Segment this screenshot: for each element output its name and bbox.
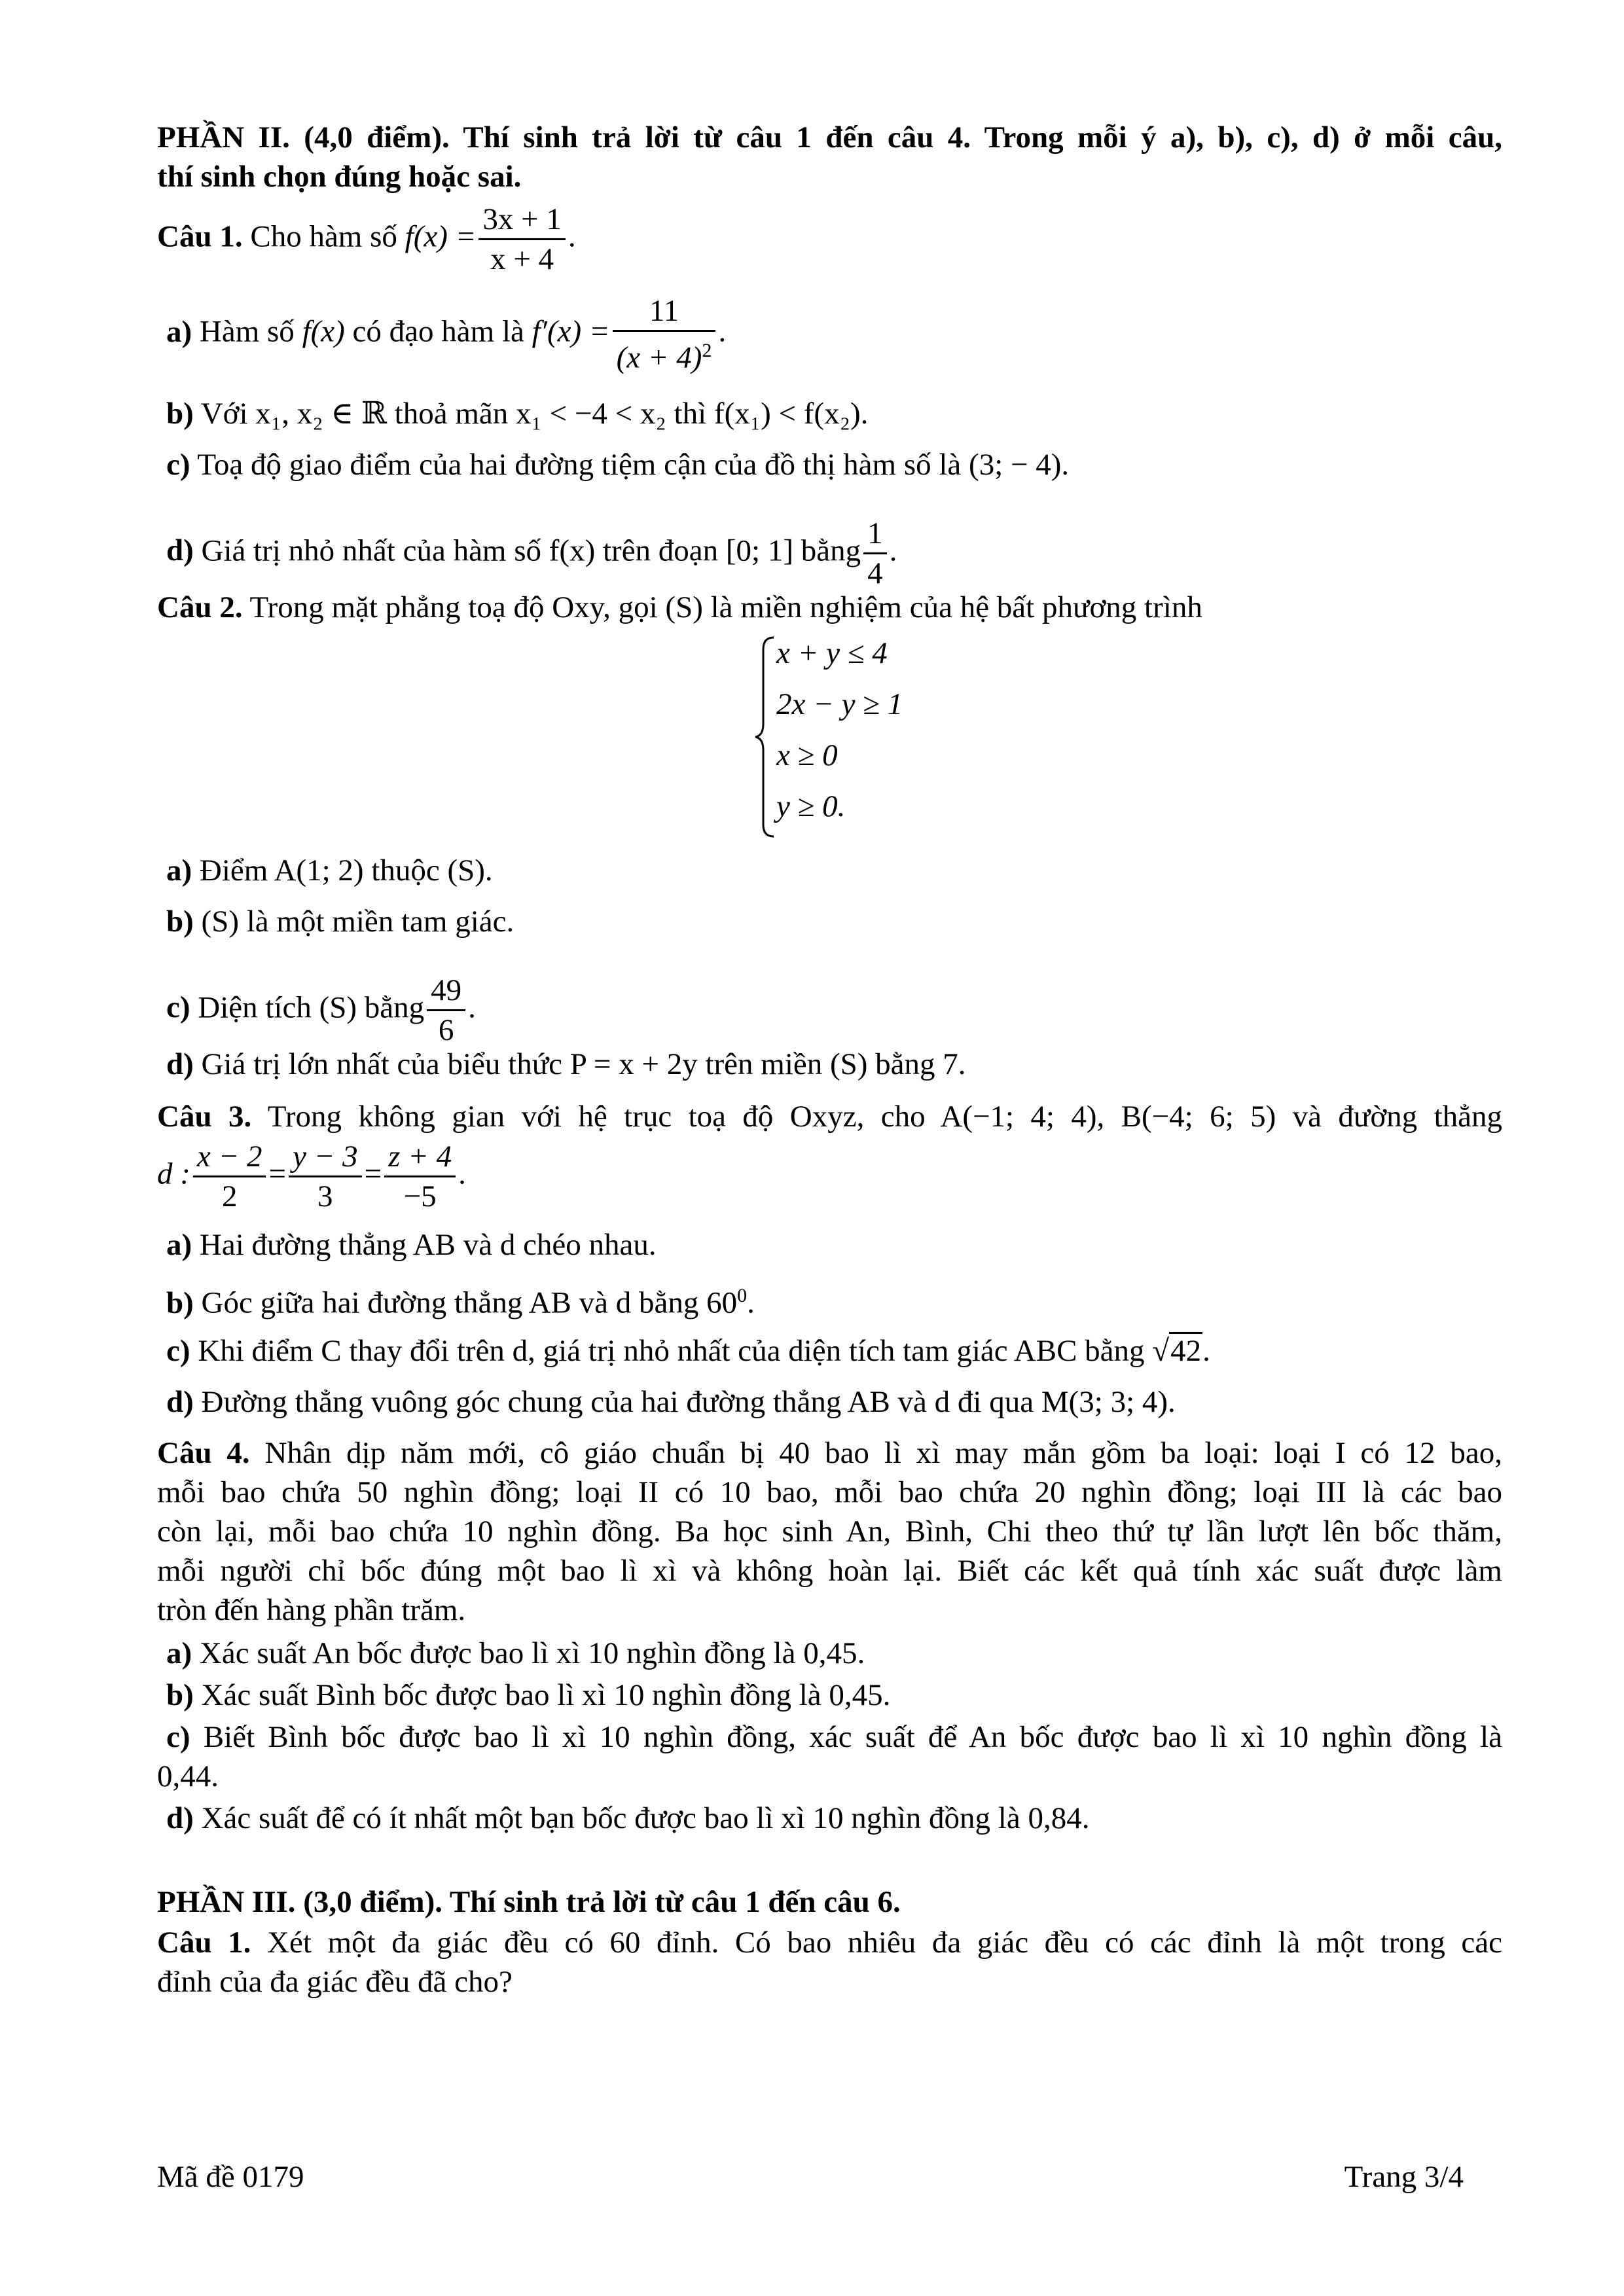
q1-a-label: a) (166, 314, 192, 349)
part2-header-line2: thí sinh chọn đúng hoặc sai. (157, 160, 522, 194)
q3-c-sqrt: √42 (1152, 1331, 1202, 1371)
q3-line-equation: d : $\frac{x - 2}{2}$ = $\frac{y - 3}{3}$ = $\frac{z + 4}{-5}$ . (157, 1138, 1502, 1215)
q4-b-text: Xác suất Bình bốc được bao lì xì 10 nghìn đồng là 0,45. (201, 1678, 891, 1712)
q3-c-sqrt-radicand: 42 (1169, 1332, 1202, 1368)
q4-line1-text: Nhân dịp năm mới, cô giáo chuẩn bị 40 bao lì xì may mắn gồm ba loại: loại I có 12 bao, (264, 1436, 1502, 1470)
q3-c-text: Khi điểm C thay đổi trên d, giá trị nhỏ nhất của diện tích tam giác ABC bằng (198, 1334, 1145, 1368)
q4-line3: còn lại, mỗi bao chứa 10 nghìn đồng. Ba học sinh An, Bình, Chi theo thứ tự lần lượt lên bốc thăm, (157, 1515, 1502, 1549)
part3-header: PHẦN III. (3,0 điểm). Thí sinh trả lời từ câu 1 đến câu 6. (157, 1885, 901, 1919)
q3-d-label: d) (166, 1385, 194, 1419)
q1-option-d: d) Giá trị nhỏ nhất của hàm số f(x) trên đoạn [0; 1] bằng $\frac{1}{4}$ . (157, 514, 1502, 592)
q4-line5: tròn đến hàng phần trăm. (157, 1593, 466, 1627)
system-row-1: x + y ≤ 4 (776, 636, 888, 670)
q4-a-text: Xác suất An bốc được bao lì xì 10 nghìn đồng là 0,45. (199, 1636, 865, 1670)
q1-d-label: d) (166, 533, 194, 568)
q4-line1 (157, 1433, 1502, 1473)
q4-option-c (157, 1717, 1502, 1757)
q3-option-d (157, 1382, 1502, 1422)
q1-option-c (157, 445, 1502, 484)
page-number: Trang 3/4 (1344, 2160, 1464, 2194)
q3-label: Câu 3. (157, 1100, 252, 1134)
q1-a-den-exp: 2 (702, 340, 712, 361)
q2-option-d (157, 1045, 1502, 1084)
q4-a-label: a) (166, 1636, 192, 1670)
q3-f2-den: 3 (317, 1179, 333, 1213)
q3-stem-text: Trong không gian với hệ trục toạ độ Oxyz, cho A(−1; 4; 4), B(−4; 6; 5) và đường thẳng (267, 1100, 1502, 1134)
q1-a-fraction-num: 11 (613, 292, 716, 332)
q1-option-b (157, 394, 1502, 433)
p3-q1-line1 (157, 1923, 1502, 1962)
q1-a-fraction-den (613, 332, 716, 377)
q3-b-degree: 0 (737, 1285, 748, 1306)
q4-b-label: b) (166, 1678, 194, 1712)
q3-stem (157, 1097, 1502, 1136)
q2-b-label: b) (166, 905, 194, 939)
q1-stem-text: Cho hàm số (250, 219, 397, 254)
q1-b-label: b) (166, 397, 194, 431)
q1-func: f(x) = (405, 219, 477, 254)
q3-c-label: c) (166, 1334, 190, 1368)
q4-line4: mỗi người chỉ bốc đúng một bao lì xì và không hoàn lại. Biết các kết quả tính xác suất được làm (157, 1554, 1502, 1588)
q1-a-text: Hàm số (199, 314, 295, 349)
q3-fraction-1 (193, 1138, 266, 1215)
system-row-4: y ≥ 0. (776, 789, 846, 823)
q1-d-text: Giá trị nhỏ nhất của hàm số f(x) trên đoạn [0; 1] bằng (201, 533, 861, 568)
q1-fraction (478, 200, 566, 278)
q2-option-b (157, 902, 1502, 941)
q4-label: Câu 4. (157, 1436, 250, 1470)
q1-a-fprime: f′(x) = (532, 314, 610, 349)
q2-a-label: a) (166, 853, 192, 888)
p3-q1-label: Câu 1. (157, 1926, 251, 1960)
q2-c-fraction (427, 971, 465, 1049)
p3-q1-line2: đỉnh của đa giác đều đã cho? (157, 1965, 513, 1999)
q3-f1-den: 2 (221, 1179, 238, 1213)
q3-d-text: Đường thẳng vuông góc chung của hai đường thẳng AB và d đi qua M(3; 3; 4). (201, 1385, 1176, 1419)
q1-c-text: Toạ độ giao điểm của hai đường tiệm cận của đồ thị hàm số là (3; − 4). (197, 448, 1070, 482)
q2-c-label: c) (166, 990, 190, 1025)
q2-stem (157, 588, 1502, 627)
q4-option-d (157, 1799, 1502, 1838)
q1-stem: Câu 1. Cho hàm số f(x) = $\frac{3x + 1}{x + 4}$ . (157, 200, 1502, 278)
q1-option-a: a) Hàm số f(x) có đạo hàm là f′(x) = $\frac{11}{(x + 4)^2}$ . (157, 292, 1502, 377)
q3-option-a (157, 1225, 1502, 1265)
q1-c-label: c) (166, 448, 190, 482)
q2-c-fraction-den: 6 (438, 1013, 454, 1047)
q2-b-text: (S) là một miền tam giác. (201, 905, 514, 939)
q2-option-a (157, 851, 1502, 890)
q3-fraction-2 (289, 1138, 362, 1215)
q1-fraction-num: 3x + 1 (478, 200, 566, 240)
q1-a-fx: f(x) (302, 314, 345, 349)
exam-code: Mã đề 0179 (157, 2160, 304, 2194)
q3-f3-den: −5 (403, 1179, 437, 1213)
q3-f1-num: x − 2 (193, 1138, 266, 1177)
q4-option-b (157, 1676, 1502, 1715)
q3-f3-num: z + 4 (384, 1138, 456, 1177)
q2-a-text: Điểm A(1; 2) thuộc (S). (199, 853, 493, 888)
q3-option-b: b) Góc giữa hai đường thẳng AB và d bằng $60^0$. (166, 1285, 755, 1320)
q4-d-label: d) (166, 1801, 194, 1835)
q4-c-text: Biết Bình bốc được bao lì xì 10 nghìn đồng, xác suất để An bốc được bao lì xì 10 nghìn đồng là (203, 1720, 1503, 1754)
q2-inequality-system (751, 634, 987, 840)
q1-d-fraction-num: 1 (863, 514, 887, 554)
brace-icon (751, 634, 778, 840)
q4-option-a (157, 1634, 1502, 1673)
q4-line2: mỗi bao chứa 50 nghìn đồng; loại II có 10 bao, mỗi bao chứa 20 nghìn đồng; loại III là các bao (157, 1475, 1502, 1509)
q1-a-fraction (613, 292, 716, 377)
q1-fraction-den: x + 4 (490, 242, 554, 276)
q2-option-c: c) Diện tích (S) bằng $\frac{49}{6}$ . (157, 971, 1502, 1049)
q3-b-text: Góc giữa hai đường thẳng AB và d bằng 60 (201, 1285, 738, 1320)
q2-label: Câu 2. (157, 590, 243, 624)
system-row-2: 2x − y ≥ 1 (776, 687, 903, 721)
q2-d-label: d) (166, 1047, 194, 1081)
q3-d-prefix: d : (157, 1157, 190, 1191)
q1-a-den-base: (x + 4) (616, 340, 702, 375)
q2-stem-text: Trong mặt phẳng toạ độ Oxy, gọi (S) là miền nghiệm của hệ bất phương trình (249, 590, 1202, 624)
q3-fraction-3 (384, 1138, 456, 1215)
q2-d-text: Giá trị lớn nhất của biểu thức P = x + 2y trên miền (S) bằng 7. (201, 1047, 966, 1081)
q1-d-fraction-den: 4 (867, 556, 883, 590)
p3-q1-line1-text: Xét một đa giác đều có 60 đỉnh. Có bao nhiêu đa giác đều có các đỉnh là một trong các (267, 1926, 1502, 1960)
q1-label: Câu 1. (157, 219, 243, 254)
q3-b-label: b) (166, 1285, 194, 1320)
part2-header-line1: PHẦN II. (4,0 điểm). Thí sinh trả lời từ câu 1 đến câu 4. Trong mỗi ý a), b), c), d) ở mỗi câu, (157, 120, 1502, 154)
q1-d-fraction (863, 514, 887, 592)
q3-a-label: a) (166, 1228, 192, 1262)
q4-d-text: Xác suất để có ít nhất một bạn bốc được bao lì xì 10 nghìn đồng là 0,84. (201, 1801, 1090, 1835)
q1-a-text2: có đạo hàm là (352, 314, 524, 349)
q2-c-text: Diện tích (S) bằng (198, 990, 425, 1025)
system-row-3: x ≥ 0 (776, 738, 838, 772)
q3-option-c: c) Khi điểm C thay đổi trên d, giá trị nhỏ nhất của diện tích tam giác ABC bằng √42. (157, 1331, 1502, 1371)
q3-f2-num: y − 3 (289, 1138, 362, 1177)
q4-c-text-continued: 0,44. (157, 1759, 219, 1793)
q1-b-text: Với x₁, x₂ ∈ ℝ thoả mãn x₁ < −4 < x₂ thì f(x₁) < f(x₂). (200, 397, 869, 431)
q4-c-label: c) (166, 1720, 190, 1754)
q3-a-text: Hai đường thẳng AB và d chéo nhau. (199, 1228, 657, 1262)
q2-c-fraction-num: 49 (427, 971, 465, 1011)
